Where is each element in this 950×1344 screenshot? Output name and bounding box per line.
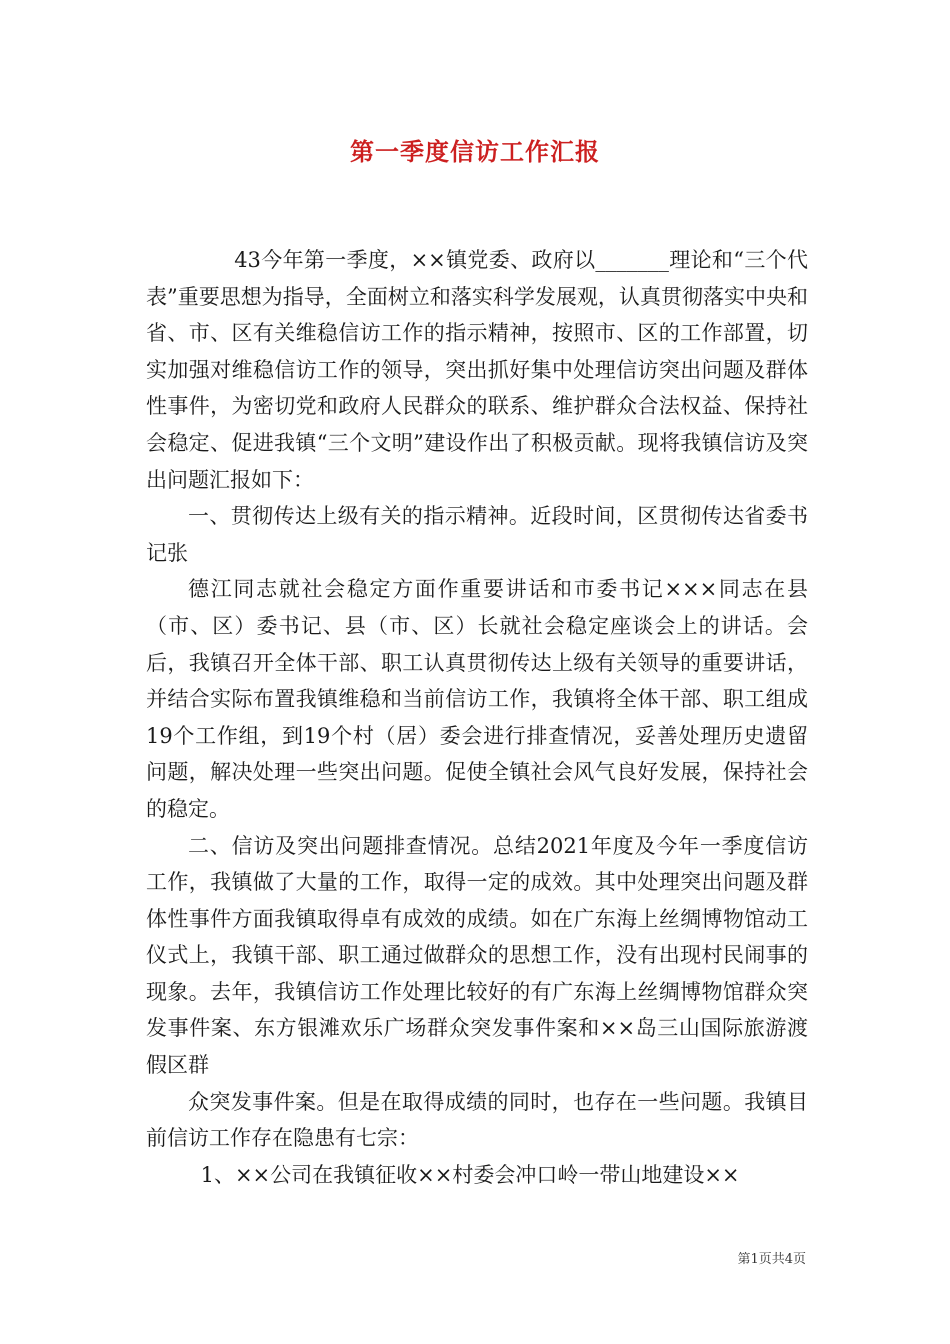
paragraph-section-1-body: 德江同志就社会稳定方面作重要讲话和市委书记×××同志在县（市、区）委书记、县（市、区）长就社会稳定座谈会上的讲话。会后，我镇召开全体干部、职工认真贯彻传达上级有关领导的重要讲话，并结合实际布置我镇维稳和当前信访工作，我镇将全体干部、职工组成19个工作组，到19个村（居）委会进行排查情况，妥善处理历史遗留问题，解决处理一些突出问题。促使全镇社会风气良好发展，保持社会的稳定。 — [146, 577, 808, 821]
document-body — [146, 242, 808, 1193]
document-title: 第一季度信访工作汇报 — [350, 137, 600, 166]
paragraph-intro: 43今年第一季度，××镇党委、政府以_______理论和“三个代表”重要思想为指导，全面树立和落实科学发展观，认真贯彻落实中央和省、市、区有关维稳信访工作的指示精神，按照市、区的工作部置，切实加强对维稳信访工作的领导，突出抓好集中处理信访突出问题及群体性事件，为密切党和政府人民群众的联系、维护群众合法权益、保持社会稳定、促进我镇“三个文明”建设作出了积极贡献。现将我镇信访及突出问题汇报如下： — [146, 248, 808, 492]
page-number-footer: 第1页共4页 — [737, 1252, 806, 1267]
paragraph-section-1-heading: 一、贯彻传达上级有关的指示精神。近段时间，区贯彻传达省委书记张 — [146, 504, 808, 565]
paragraph-section-2-body: 众突发事件案。但是在取得成绩的同时，也存在一些问题。我镇目前信访工作存在隐患有七宗： — [146, 1089, 808, 1151]
paragraph-item-1: 1、××公司在我镇征收××村委会冲口岭一带山地建设×× — [200, 1162, 740, 1187]
paragraph-section-2-heading: 二、信访及突出问题排查情况。总结2021年度及今年一季度信访工作，我镇做了大量的工作，取得一定的成效。其中处理突出问题及群体性事件方面我镇取得卓有成效的成绩。如在广东海上丝绸博物馆动工仪式上，我镇干部、职工通过做群众的思想工作，没有出现村民闹事的现象。去年，我镇信访工作处理比较好的有广东海上丝绸博物馆群众突发事件案、东方银滩欢乐广场群众突发事件案和××岛三山国际旅游渡假区群 — [146, 833, 808, 1078]
